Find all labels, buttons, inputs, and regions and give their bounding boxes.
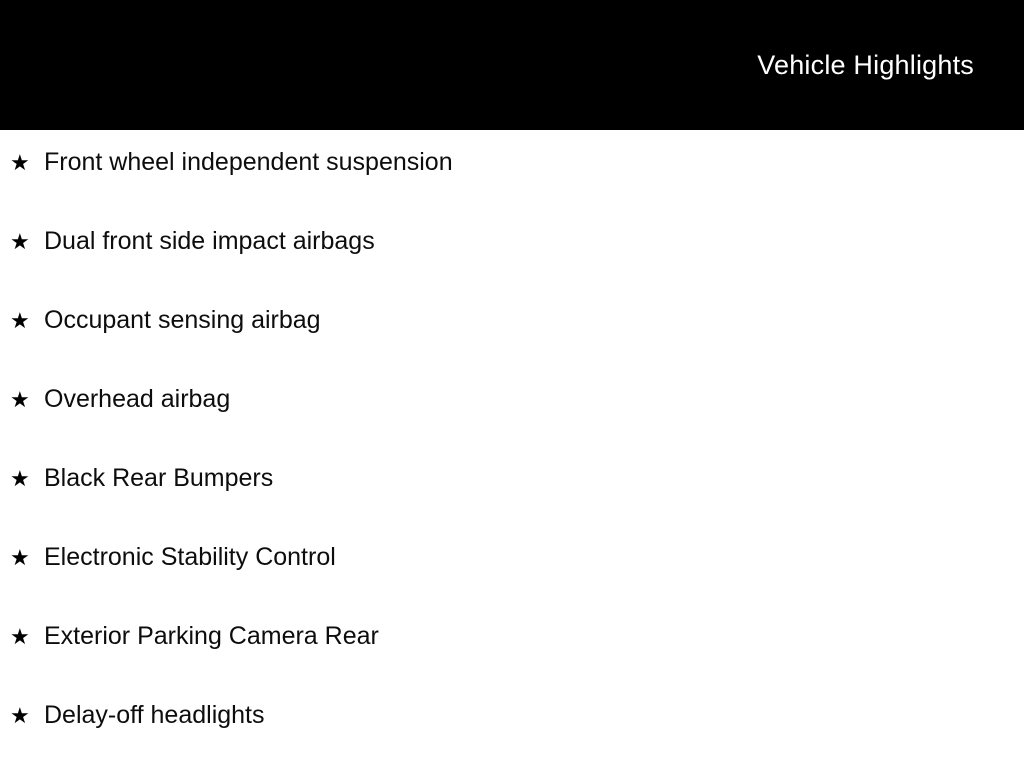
list-item xyxy=(0,387,1024,466)
list-item-label: Overhead airbag xyxy=(44,385,231,413)
list-item xyxy=(0,703,1024,782)
star-icon: ★ xyxy=(10,624,30,649)
list-item xyxy=(0,308,1024,387)
list-item-label: Electronic Stability Control xyxy=(44,543,336,571)
star-icon: ★ xyxy=(10,545,30,570)
list-item xyxy=(0,466,1024,545)
list-item xyxy=(0,624,1024,703)
highlights-list xyxy=(0,130,1024,782)
list-item xyxy=(0,150,1024,229)
list-item xyxy=(0,545,1024,624)
list-item-label: Dual front side impact airbags xyxy=(44,227,375,255)
star-icon: ★ xyxy=(10,229,30,254)
list-item-label: Black Rear Bumpers xyxy=(44,464,274,492)
header-bar xyxy=(0,0,1024,130)
list-item-label: Exterior Parking Camera Rear xyxy=(44,622,379,650)
star-icon: ★ xyxy=(10,308,30,333)
list-item-label: Front wheel independent suspension xyxy=(44,148,453,176)
list-item xyxy=(0,229,1024,308)
list-item-label: Delay-off headlights xyxy=(44,701,265,729)
star-icon: ★ xyxy=(10,150,30,175)
list-item-label: Occupant sensing airbag xyxy=(44,306,321,334)
star-icon: ★ xyxy=(10,703,30,728)
star-icon: ★ xyxy=(10,466,30,491)
star-icon: ★ xyxy=(10,387,30,412)
page-title: Vehicle Highlights xyxy=(757,49,974,80)
